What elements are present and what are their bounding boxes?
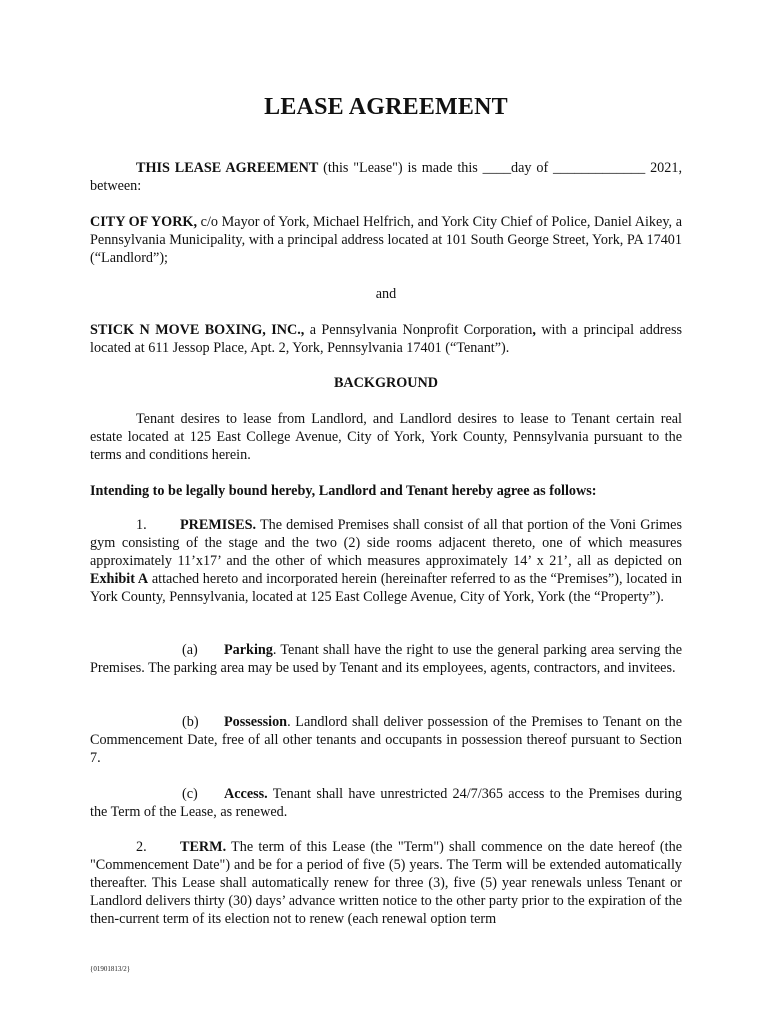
subsection-a-label: (a) bbox=[182, 642, 198, 658]
tenant-text-1: a Pennsylvania Nonprofit Corporation bbox=[304, 322, 533, 338]
intro-paragraph bbox=[90, 159, 682, 195]
subsection-c-label: (c) bbox=[182, 786, 198, 802]
background-paragraph: Tenant desires to lease from Landlord, and Landlord desires to lease to Tenant certain real estate located at 125 East College Avenue, City of York, York County, Pennsylvania pursuant to the terms and conditions herein. bbox=[90, 411, 682, 463]
subsection-c-heading: Access. bbox=[224, 786, 268, 802]
section-2-term: 2. TERM. The term of this Lease (the "Term") shall commence on the date hereof (the "Commencement Date") and be for a period of five (5) years. The Term will be extended automatically thereafter. This Lease shall automatically renew for three (3), five (5) year renewals unless Tenant or Landlord delivers thirty (30) days’ advance written notice to the other party prior to the expiration of the then-current term of its election not to renew (each renewal option term bbox=[90, 839, 682, 927]
landlord-paragraph bbox=[90, 213, 682, 267]
and-line: and bbox=[375, 286, 397, 302]
background-heading: BACKGROUND bbox=[333, 375, 439, 391]
intro-lead: THIS LEASE AGREEMENT bbox=[136, 160, 319, 176]
tenant-comma: , bbox=[532, 322, 536, 338]
subsection-a-heading: Parking bbox=[224, 642, 273, 658]
section-1-heading: PREMISES. bbox=[180, 517, 257, 533]
landlord-text: c/o Mayor of York, Michael Helfrich, and York City Chief of Police, Daniel Aikey, a Pennsylvania Municipality, with a principal address located at 101 South George Street, York, PA 17401 (“Landlord”); bbox=[90, 214, 682, 266]
tenant-text-2: with a principal address located at 611 Jessop Place, Apt. 2, York, Pennsylvania 17401 (“Tenant”). bbox=[90, 322, 682, 356]
subsection-b-possession: (b) Possession. Landlord shall deliver possession of the Premises to Tenant on the Commencement Date, free of all other tenants and occupants in possession thereof pursuant to Section 7. bbox=[90, 714, 682, 766]
subsection-a-parking: (a) Parking. Tenant shall have the right to use the general parking area serving the Premises. The parking area may be used by Tenant and its employees, agents, contractors, and invitees. bbox=[90, 642, 682, 676]
intro-text: (this "Lease") is made this ____day of _____________ 2021, between: bbox=[90, 160, 682, 194]
exhibit-a-reference: Exhibit A bbox=[90, 571, 149, 587]
document-footer-id: {01901813/2} bbox=[90, 965, 131, 973]
landlord-name: CITY OF YORK, bbox=[90, 214, 198, 230]
section-2-heading: TERM. bbox=[180, 839, 227, 855]
section-1-number: 1. bbox=[136, 517, 147, 533]
tenant-name: STICK N MOVE BOXING, INC., bbox=[90, 322, 305, 338]
section-2-number: 2. bbox=[136, 839, 147, 855]
subsection-b-heading: Possession bbox=[224, 714, 288, 730]
tenant-paragraph bbox=[90, 321, 682, 357]
page-title: LEASE AGREEMENT bbox=[264, 94, 508, 120]
intending-line: Intending to be legally bound hereby, Landlord and Tenant hereby agree as follows: bbox=[90, 483, 597, 499]
subsection-b-label: (b) bbox=[182, 714, 199, 730]
section-1-premises: 1. PREMISES. The demised Premises shall consist of all that portion of the Voni Grimes gym consisting of the stage and the two (2) side rooms adjacent thereto, one of which measures approximately 11’x17’ and the other of which measures approximately 14’ x 21’, all as depicted on Exhibit A attached hereto and incorporated herein (hereinafter referred to as the “Premises”), located in York County, Pennsylvania, located at 125 East College Avenue, City of York, York (the “Property”). bbox=[90, 517, 682, 605]
subsection-c-access: (c) Access. Tenant shall have unrestricted 24/7/365 access to the Premises during the Term of the Lease, as renewed. bbox=[90, 786, 682, 820]
